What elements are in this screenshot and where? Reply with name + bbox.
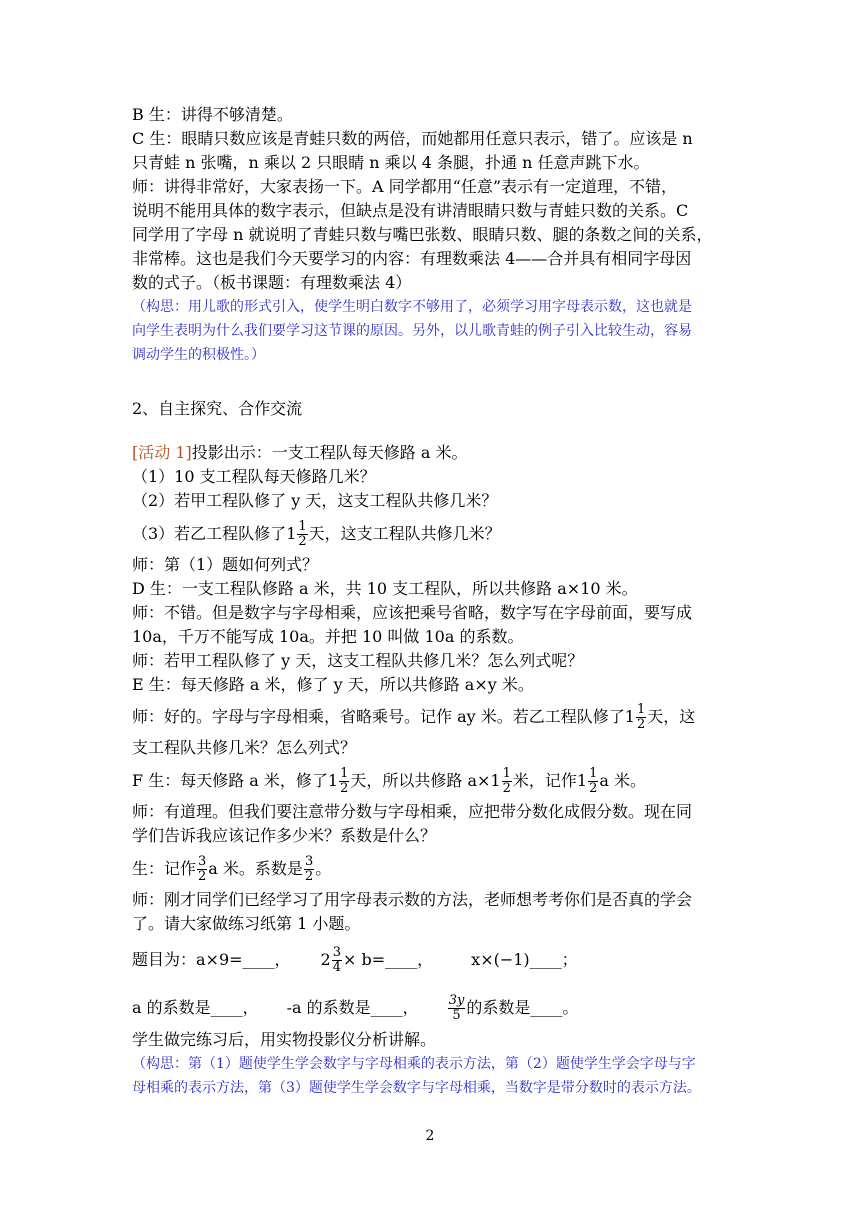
text-fragment: 生：记作 xyxy=(132,859,197,878)
denominator: 2 xyxy=(589,781,598,796)
text-line: 说明不能用具体的数字表示，但缺点是没有讲清眼睛只数与青蛙只数的关系。C xyxy=(132,201,689,220)
numerator: 1 xyxy=(298,519,307,534)
fraction xyxy=(197,855,207,884)
numerator: 3 xyxy=(304,854,314,869)
exercise-line-1 xyxy=(132,946,578,975)
text-line xyxy=(132,855,331,884)
exercise-item: a 的系数是____， xyxy=(132,998,259,1017)
mixed-number-whole: 1 xyxy=(576,771,588,790)
text-line: B 生：讲得不够清楚。 xyxy=(132,105,293,124)
fraction xyxy=(588,767,598,796)
text-line: 师：第（1）题如何列式？ xyxy=(132,555,319,574)
text-line xyxy=(132,767,646,796)
mixed-number-whole: 1 xyxy=(327,771,339,790)
text-line: 支工程队共修几米？怎么列式？ xyxy=(132,738,357,757)
numerator: 3y xyxy=(448,993,465,1008)
mixed-number-whole: 1 xyxy=(490,771,501,790)
text-line: D 生：一支工程队修路 a 米，共 10 支工程队，所以共修路 a×10 米。 xyxy=(132,579,638,598)
text-line xyxy=(132,703,695,732)
exercise-item: 的系数是____。 xyxy=(466,998,579,1017)
denominator: 2 xyxy=(502,781,511,796)
fraction xyxy=(636,703,646,732)
text-fragment: 天，这 xyxy=(647,707,696,726)
fraction xyxy=(339,767,349,796)
exercise-item: x×(−1)____； xyxy=(471,950,578,969)
question-3 xyxy=(132,520,501,549)
text-line: 学生做完练习后，用实物投影仪分析讲解。 xyxy=(132,1030,437,1049)
fraction xyxy=(502,767,512,796)
question-2: （2）若甲工程队修了 y 天，这支工程队共修几米？ xyxy=(132,491,498,510)
design-note: 调动学生的积极性。） xyxy=(132,347,265,363)
fraction xyxy=(297,520,307,549)
text-line: 非常棒。这也是我们今天要学习的内容：有理数乘法 4——合并具有相同字母因 xyxy=(132,249,692,268)
text-line: 师：刚才同学们已经学习了用字母表示数的方法，老师想考考你们是否真的学会 xyxy=(132,890,693,909)
denominator: 2 xyxy=(298,534,307,549)
numerator: 1 xyxy=(502,766,511,781)
mixed-number-whole: 1 xyxy=(286,524,297,543)
denominator: 5 xyxy=(452,1008,461,1023)
numerator: 1 xyxy=(340,766,349,781)
activity-tag: [活动 1] xyxy=(132,443,192,462)
exercise-line-2 xyxy=(132,994,578,1023)
section-heading: 2、自主探究、合作交流 xyxy=(132,399,303,418)
text-fragment: a 米。系数是 xyxy=(208,859,303,878)
denominator: 2 xyxy=(198,869,207,884)
denominator: 2 xyxy=(340,781,349,796)
text-line: E 生：每天修路 a 米，修了 y 天，所以共修路 a×y 米。 xyxy=(132,675,534,694)
fraction xyxy=(332,946,342,975)
numerator: 1 xyxy=(636,702,646,717)
page-number: 2 xyxy=(425,1128,435,1144)
text-line: 学们告诉我应该记作多少米？系数是什么？ xyxy=(132,826,437,845)
activity-intro xyxy=(132,441,467,465)
text-line: C 生：眼睛只数应该是青蛙只数的两倍，而她都用任意只表示，错了。应该是 n xyxy=(132,129,693,148)
design-note: 母相乘的表示方法，第（3）题使学生学会数字与字母相乘，当数字是带分数时的表示方法。 xyxy=(132,1080,701,1096)
denominator: 4 xyxy=(332,960,342,975)
text-fragment: 师：好的。字母与字母相乘，省略乘号。记作 ay 米。若乙工程队修了 xyxy=(132,707,625,726)
numerator: 1 xyxy=(589,766,598,781)
text-line: 同学用了字母 n 就说明了青蛙只数与嘴巴张数、眼睛只数、腿的条数之间的关系， xyxy=(132,225,713,244)
text-fragment: a 米。 xyxy=(599,771,647,790)
numerator: 3 xyxy=(198,854,207,869)
exercise-item: -a 的系数是____， xyxy=(286,998,419,1017)
question-1: （1）10 支工程队每天修路几米？ xyxy=(132,467,376,486)
text-line: 数的式子。（板书课题：有理数乘法 4） xyxy=(132,273,412,292)
exercise-item: 题目为：a×9=____， xyxy=(132,950,291,969)
denominator: 2 xyxy=(304,869,314,884)
text-line: 师：讲得非常好，大家表扬一下。A 同学都用“任意”表示有一定道理，不错， xyxy=(132,177,678,196)
text-fragment: 天，所以共修路 a× xyxy=(350,771,491,790)
text-fragment: （3）若乙工程队修了 xyxy=(132,524,287,543)
design-note: 向学生表明为什么我们要学习这节课的原因。另外，以儿歌青蛙的例子引入比较生动，容易 xyxy=(132,323,692,339)
design-note: （构思：第（1）题使学生学会数字与字母相乘的表示方法，第（2）题使学生学会字母与字 xyxy=(132,1056,696,1072)
text-fragment: F 生：每天修路 a 米，修了 xyxy=(132,771,328,790)
text-line: 了。请大家做练习纸第 1 小题。 xyxy=(132,914,361,933)
text-line: 只青蛙 n 张嘴，n 乘以 2 只眼睛 n 乘以 4 条腿，扑通 n 任意声跳下水。 xyxy=(132,153,650,172)
design-note: （构思：用儿歌的形式引入，使学生明白数字不够用了，必须学习用字母表示数，这也就是 xyxy=(132,299,692,315)
text-fragment: 。 xyxy=(315,859,332,878)
text-line: 师：不错。但是数字与字母相乘，应该把乘号省略，数字写在字母前面，要写成 xyxy=(132,603,693,622)
text-line: 师：有道理。但我们要注意带分数与字母相乘，应把带分数化成假分数。现在同 xyxy=(132,802,693,821)
denominator: 2 xyxy=(636,717,646,732)
fraction xyxy=(304,855,314,884)
text-fragment: 天，这支工程队共修几米？ xyxy=(308,524,501,543)
text-line: 10a，千万不能写成 10a。并把 10 叫做 10a 的系数。 xyxy=(132,627,524,646)
fraction xyxy=(448,994,466,1023)
text-fragment: 米，记作 xyxy=(512,771,577,790)
exercise-item: × b=____， xyxy=(343,950,434,969)
activity-text: 投影出示：一支工程队每天修路 a 米。 xyxy=(191,443,468,462)
numerator: 3 xyxy=(332,945,342,960)
mixed-number-whole: 2 xyxy=(320,950,331,969)
mixed-number-whole: 1 xyxy=(624,707,635,726)
text-line: 师：若甲工程队修了 y 天，这支工程队共修几米？怎么列式呢？ xyxy=(132,651,584,670)
